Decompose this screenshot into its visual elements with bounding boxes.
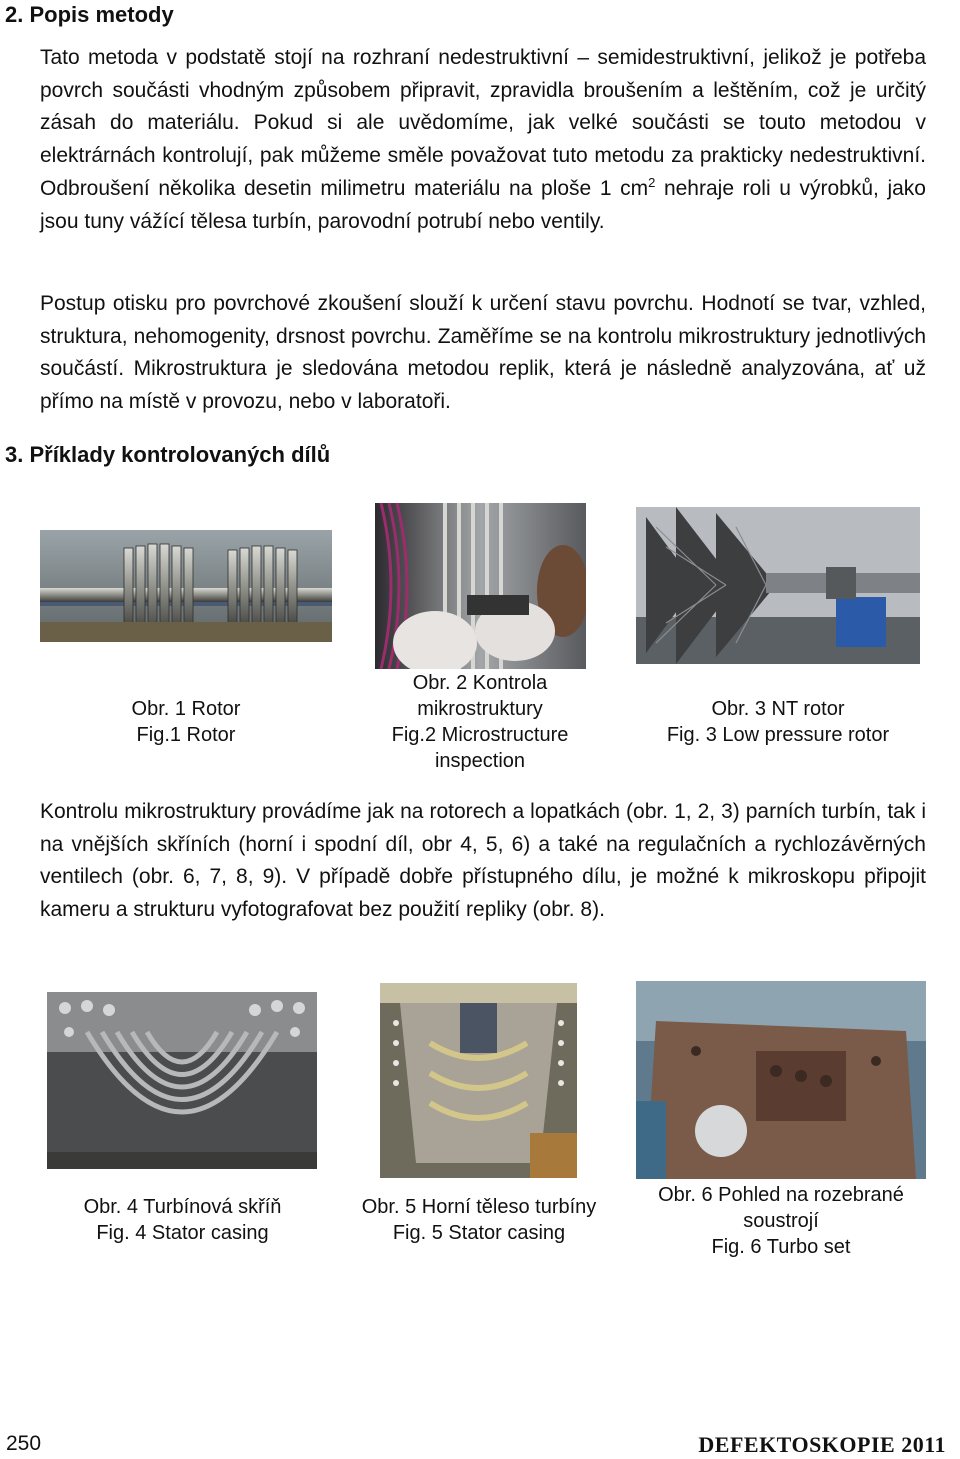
caption-line: Obr. 3 NT rotor bbox=[711, 698, 845, 720]
section-heading-2: 2. Popis metody bbox=[5, 2, 174, 27]
figure-6-turbo-set-photo bbox=[636, 981, 926, 1179]
caption-line: Obr. 1 Rotor bbox=[131, 698, 241, 720]
figure-1-caption bbox=[96, 696, 276, 748]
caption-line: Obr. 4 Turbínová skříň bbox=[83, 1196, 282, 1218]
figure-4-casing-photo bbox=[47, 992, 317, 1169]
paragraph-text: Tato metoda v podstatě stojí na rozhraní nedestruktivní – semidestruktivní, jelikož je potřeba povrch součásti vhodným způsobem připravit, zpravidla broušením a leštěním, což je určitý zásah do materiálu. Pokud si ale uvědomíme, jak velké součásti se touto metodou v elektrárnách kontrolují, pak můžeme směle považovat tuto metodu za prakticky nedestruktivní. Odbroušení několika desetin milimetru materiálu na ploše 1 cm bbox=[40, 46, 926, 200]
caption-line: soustrojí bbox=[743, 1210, 819, 1232]
caption-line: Fig. 5 Stator casing bbox=[392, 1222, 566, 1244]
figure-2-caption bbox=[370, 670, 590, 774]
figure-5-caption bbox=[340, 1194, 618, 1246]
caption-line: Fig.2 Microstructure bbox=[391, 724, 569, 746]
caption-line: Obr. 5 Horní těleso turbíny bbox=[361, 1196, 597, 1218]
paragraph-replica-procedure: Postup otisku pro povrchové zkoušení slouží k určení stavu povrchu. Hodnotí se tvar, vzhled, struktura, nehomogenity, drsnost povrchu. Zaměříme se na kontrolu mikrostruktury jednotlivých součástí. Mikrostruktura je sledována metodou replik, která je následně analyzována, ať už přímo na místě v provozu, nebo v laboratoři. bbox=[40, 292, 926, 414]
figure-3-lp-rotor-photo bbox=[636, 507, 920, 664]
caption-line: Fig.1 Rotor bbox=[136, 724, 236, 746]
figure-5-upper-casing-photo bbox=[380, 983, 577, 1178]
caption-line: mikrostruktury bbox=[417, 698, 543, 720]
journal-title: DEFEKTOSKOPIE 2011 bbox=[698, 1432, 946, 1457]
section-heading-3: 3. Příklady kontrolovaných dílů bbox=[5, 442, 331, 467]
caption-line: Fig. 4 Stator casing bbox=[96, 1222, 269, 1244]
figure-2-inspection-photo bbox=[375, 503, 586, 669]
figure-6-caption bbox=[636, 1182, 926, 1260]
paragraph-text: nehraje roli u výrobků, jako jsou tuny vážící tělesa turbín, parovodní potrubí nebo ventily. bbox=[40, 176, 926, 233]
figure-1-rotor-photo bbox=[40, 530, 332, 642]
figure-3-caption bbox=[638, 696, 918, 748]
paragraph-inspected-parts: Kontrolu mikrostruktury provádíme jak na rotorech a lopatkách (obr. 1, 2, 3) parních turbín, tak i na vnějších skříních (horní i spodní díl, obr 4, 5, 6) a také na regulačních a rychlozávěrných ventilech (obr. 6, 7, 8, 9). V případě dobře přístupného dílu, je možné k mikroskopu připojit kameru a strukturu vyfotografovat bez použití repliky (obr. 8). bbox=[40, 800, 926, 922]
caption-line: Fig. 3 Low pressure rotor bbox=[666, 724, 890, 746]
paragraph-method-description bbox=[40, 42, 926, 238]
caption-line: inspection bbox=[434, 750, 526, 772]
caption-line: Obr. 2 Kontrola bbox=[412, 672, 548, 694]
page-number: 250 bbox=[6, 1432, 42, 1455]
figure-4-caption bbox=[50, 1194, 315, 1246]
caption-line: Obr. 6 Pohled na rozebrané bbox=[658, 1184, 904, 1206]
caption-line: Fig. 6 Turbo set bbox=[711, 1236, 851, 1258]
superscript: 2 bbox=[648, 174, 656, 190]
